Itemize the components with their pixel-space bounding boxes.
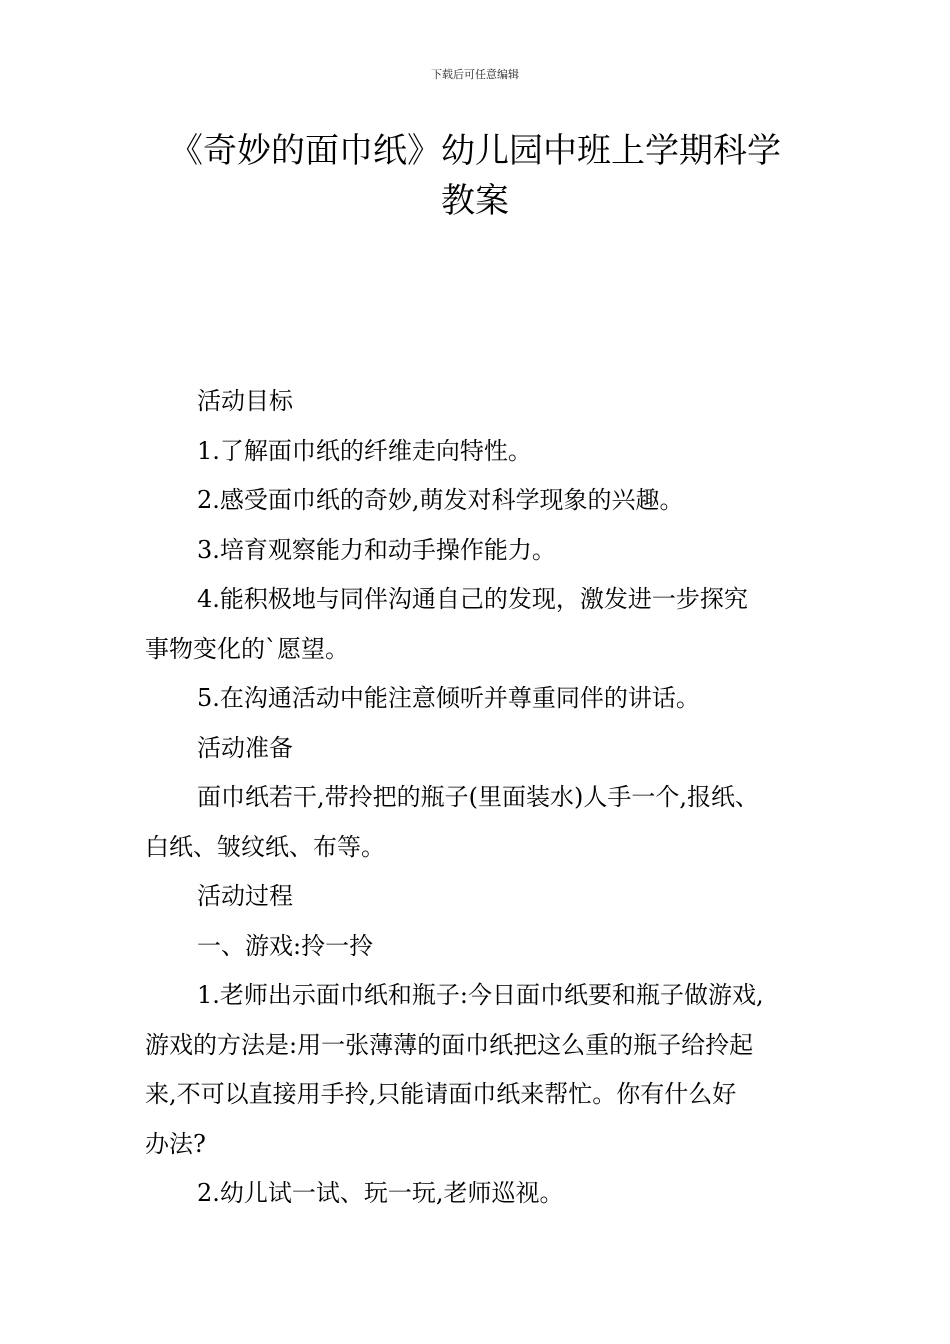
- paragraph-line: 办法?: [145, 1129, 206, 1158]
- section-heading: [145, 724, 835, 774]
- section-heading: [145, 377, 835, 427]
- preparation-text: [145, 773, 835, 872]
- paragraph-line: 游戏的方法是:用一张薄薄的面巾纸把这么重的瓶子给拎起: [145, 1030, 754, 1059]
- process-step: [145, 971, 835, 1169]
- paragraph-line: 活动目标: [197, 387, 293, 415]
- title-line: 教案: [441, 181, 509, 221]
- paragraph-line: 活动准备: [197, 733, 293, 762]
- title-line: 《奇妙的面巾纸》幼儿园中班上学期科学: [169, 131, 781, 171]
- document-body: [145, 377, 835, 1219]
- paragraph-line: 3.培育观察能力和动手操作能力。: [197, 535, 556, 564]
- paragraph-line: 事物变化的`愿望。: [145, 634, 349, 663]
- paragraph-line: 1.老师出示面巾纸和瓶子:今日面巾纸要和瓶子做游戏,: [197, 981, 764, 1009]
- process-step: [145, 1169, 835, 1219]
- section-heading: [145, 872, 835, 922]
- paragraph-line: 1.了解面巾纸的纤维走向特性。: [197, 436, 532, 465]
- paragraph-line: 来,不可以直接用手拎,只能请面巾纸来帮忙。你有什么好: [145, 1080, 737, 1108]
- paragraph-line: 2.幼儿试一试、玩一玩,老师巡视。: [197, 1179, 564, 1207]
- paragraph-line: 白纸、皱纹纸、布等。: [145, 832, 385, 861]
- paragraph-line: 活动过程: [197, 882, 293, 910]
- paragraph-line: 4.能积极地与同伴沟通自己的发现，激发进一步探究: [197, 585, 748, 613]
- objective-item: [145, 674, 835, 724]
- paragraph-line: 2.感受面巾纸的奇妙,萌发对科学现象的兴趣。: [197, 486, 684, 514]
- header-note: 下载后可任意编辑: [431, 68, 519, 81]
- objective-item: [145, 427, 835, 477]
- paragraph-line: 5.在沟通活动中能注意倾听并尊重同伴的讲话。: [197, 684, 700, 712]
- objective-item: [145, 526, 835, 576]
- subsection-heading: [145, 922, 835, 972]
- paragraph-line: 一、游戏:拎一拎: [197, 931, 374, 960]
- objective-item: [145, 575, 835, 674]
- paragraph-line: 面巾纸若干,带拎把的瓶子(里面装水)人手一个,报纸、: [197, 783, 759, 811]
- objective-item: [145, 476, 835, 526]
- document-title: [140, 126, 810, 226]
